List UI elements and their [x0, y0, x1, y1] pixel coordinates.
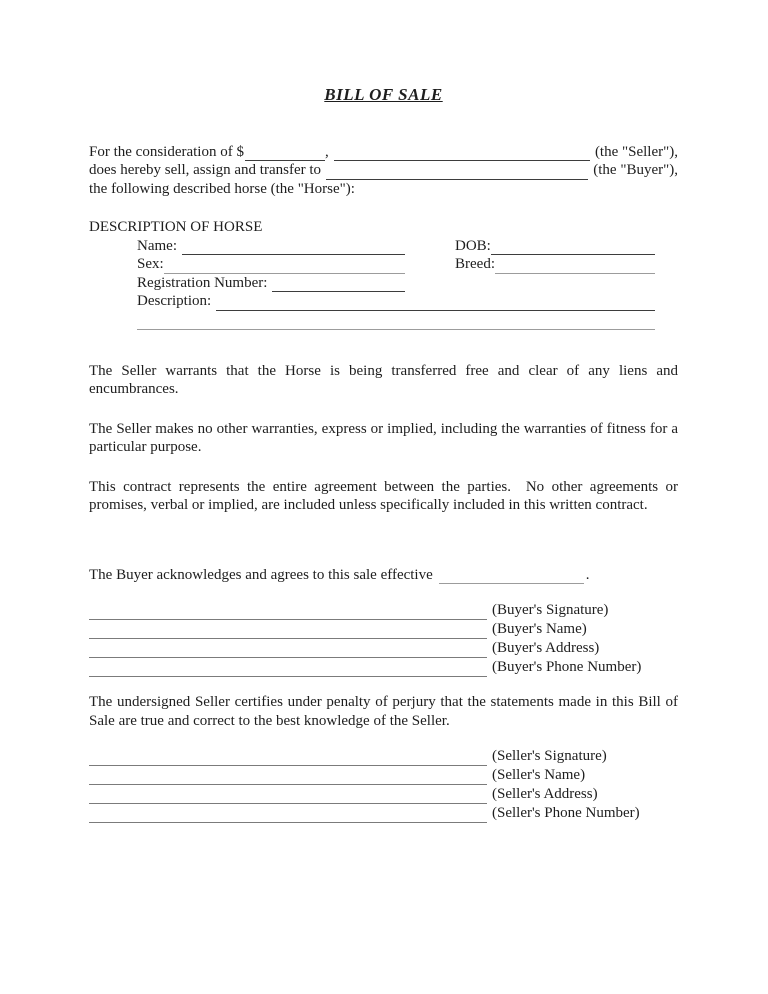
seller-name-label: (Seller's Name)	[492, 767, 586, 784]
seller-signature-row	[89, 747, 678, 766]
buyer-printed-name-blank	[89, 620, 487, 639]
registration-number-blank	[272, 274, 405, 293]
comma-text: ,	[324, 143, 329, 160]
effective-date-blank	[439, 566, 584, 585]
intro-paragraph	[89, 143, 678, 199]
horse-name-blank	[182, 237, 405, 256]
buyer-signature-row	[89, 601, 678, 620]
seller-signature-blank	[89, 747, 487, 766]
seller-signature-block	[89, 747, 678, 823]
buyer-phone-label: (Buyer's Phone Number)	[492, 659, 642, 676]
seller-name-row	[89, 766, 678, 785]
description-continuation-blank	[137, 316, 655, 330]
buyer-name-blank	[326, 161, 588, 180]
buyer-address-blank	[89, 639, 487, 658]
buyer-address-label: (Buyer's Address)	[492, 640, 600, 657]
intro-line-3	[89, 180, 678, 199]
seller-name-blank	[334, 143, 590, 162]
horse-row-registration	[137, 274, 655, 293]
seller-phone-row	[89, 804, 678, 823]
horse-breed-blank	[495, 255, 655, 274]
seller-address-row	[89, 785, 678, 804]
horse-row-description-continued	[137, 316, 655, 329]
horse-row-sex-breed	[137, 255, 655, 274]
horse-sex-blank	[164, 255, 405, 274]
buyer-signature-block	[89, 601, 678, 677]
horse-description-fields	[137, 237, 655, 329]
seller-phone-label: (Seller's Phone Number)	[492, 805, 640, 822]
consideration-amount-blank	[245, 143, 325, 162]
horse-description-heading: DESCRIPTION OF HORSE	[89, 219, 263, 235]
buyer-acknowledgement	[89, 566, 678, 585]
buyer-name-label: (Buyer's Name)	[492, 621, 587, 638]
buyer-signature-blank	[89, 601, 487, 620]
seller-printed-name-blank	[89, 766, 487, 785]
horse-dob-blank	[491, 237, 655, 256]
seller-address-label: (Seller's Address)	[492, 786, 598, 803]
paragraph-entire-agreement: This contract represents the entire agreement between the parties. No other agreements or promises, verbal or implied, are included unless specifically included in this written contract.	[89, 478, 678, 514]
seller-designation-text: (the "Seller"),	[594, 143, 678, 160]
buyer-signature-label: (Buyer's Signature)	[492, 602, 609, 619]
horse-sex-label: Sex:	[137, 256, 164, 273]
seller-certification: The undersigned Seller certifies under penalty of perjury that the statements made in this Bill of Sale are true and correct to the best knowledge of the Seller.	[89, 694, 678, 729]
seller-phone-blank	[89, 804, 487, 823]
seller-signature-label: (Seller's Signature)	[492, 748, 607, 765]
intro-line-2	[89, 161, 678, 180]
buyer-acknowledgement-text: The Buyer acknowledges and agrees to this sale effective	[89, 566, 433, 583]
transfer-text: does hereby sell, assign and transfer to	[89, 162, 322, 178]
horse-name-label: Name:	[137, 237, 177, 254]
buyer-phone-row	[89, 658, 678, 677]
horse-row-name-dob	[137, 237, 655, 256]
horse-reference-text: the following described horse (the "Horse"):	[89, 180, 355, 197]
page-title: BILL OF SALE	[324, 85, 443, 104]
seller-address-blank	[89, 785, 487, 804]
horse-description-blank	[216, 292, 655, 311]
buyer-acknowledgement-period: .	[585, 566, 590, 583]
intro-line-1	[89, 143, 678, 162]
horse-dob-label: DOB:	[455, 237, 491, 254]
horse-breed-label: Breed:	[455, 256, 495, 273]
buyer-phone-blank	[89, 658, 487, 677]
horse-description-label: Description:	[137, 293, 212, 310]
registration-number-label: Registration Number:	[137, 274, 268, 291]
horse-row-description	[137, 292, 655, 311]
paragraph-warranty: The Seller warrants that the Horse is being transferred free and clear of any liens and encumbrances.	[89, 362, 678, 398]
buyer-designation-text: (the "Buyer"),	[593, 162, 678, 178]
paragraph-no-other-warranties: The Seller makes no other warranties, express or implied, including the warranties of fitness for a particular purpose.	[89, 420, 678, 456]
buyer-name-row	[89, 620, 678, 639]
buyer-address-row	[89, 639, 678, 658]
consideration-text: For the consideration of $	[89, 143, 244, 160]
